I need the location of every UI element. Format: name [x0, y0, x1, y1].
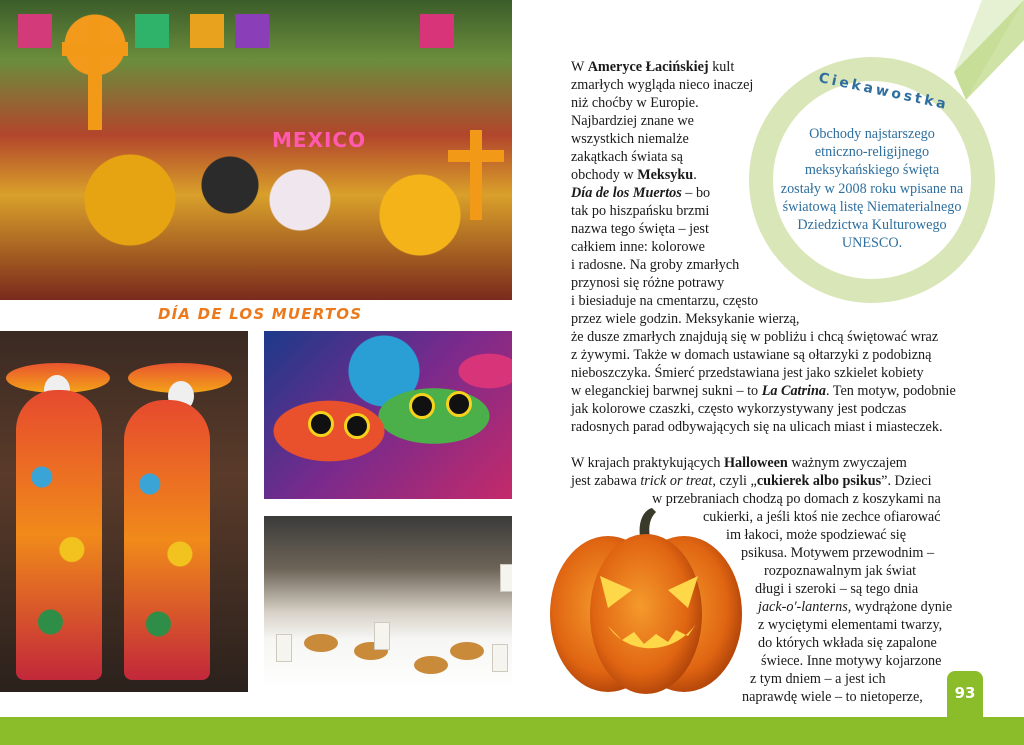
- text-line: w przebraniach chodzą po domach z koszykami na: [652, 491, 941, 507]
- text-line: im łakoci, może spodziewać się: [726, 527, 907, 543]
- fun-fact-line: Dziedzictwa Kulturowego: [797, 217, 947, 234]
- text-line: całkiem inne: kolorowe: [571, 239, 705, 255]
- fun-fact-line: meksykańskiego święta: [804, 162, 940, 179]
- text-line: i radosne. Na groby zmarłych: [571, 257, 740, 273]
- fun-fact-line: Obchody najstarszego: [809, 126, 935, 142]
- papel-picado-flag: [235, 14, 269, 48]
- pan-de-muerto: [414, 656, 448, 674]
- text-line: cukierki, a jeśli ktoś nie zechce ofiarować: [703, 509, 941, 525]
- text-line: Najbardziej znane we: [571, 113, 694, 129]
- glass: [500, 564, 512, 592]
- pan-de-muerto: [450, 642, 484, 660]
- fun-fact-line: zostały w 2008 roku wpisane na: [780, 180, 964, 197]
- text-line: nazwa tego święta – jest: [571, 221, 709, 237]
- photo-sugar-skulls: [264, 331, 512, 499]
- text-line: W krajach praktykujących Halloween ważnym zwyczajem: [571, 455, 907, 471]
- text-line: że dusze zmarłych znajdują się w pobliżu i chcą świętować wraz: [571, 329, 939, 345]
- skull-eye: [308, 411, 334, 437]
- photo-day-of-the-dead-altar: [0, 0, 512, 300]
- fun-fact-title: Ciekawostka: [817, 69, 951, 114]
- text-line: jack-o'-lanterns, wydrążone dynie: [758, 599, 953, 615]
- text-line: i biesiaduje na cmentarzu, często: [571, 293, 759, 309]
- glass: [276, 634, 292, 662]
- fun-fact-text: [770, 125, 974, 252]
- text-line: zakątkach świata są: [571, 149, 683, 165]
- fun-fact-line: światową listę Niematerialnego: [782, 198, 962, 215]
- text-line: z żywymi. Także w domach ustawiane są ołtarzyki z podobizną: [571, 347, 932, 363]
- papel-picado-flag: [190, 14, 224, 48]
- text-line: jest zabawa trick or treat, czyli „cukierek albo psikus”. Dzieci: [571, 473, 932, 489]
- text-line: w eleganckiej barwnej sukni – to La Catrina. Ten motyw, podobnie: [571, 383, 956, 399]
- skull-eye: [446, 391, 472, 417]
- pan-de-muerto: [304, 634, 338, 652]
- text-line: z wyciętymi elementami twarzy,: [758, 617, 943, 633]
- marigold-cross: [470, 130, 482, 220]
- text-line: Día de los Muertos – bo: [571, 185, 711, 201]
- text-line: świece. Inne motywy kojarzone: [761, 653, 942, 669]
- mexico-sign: MEXICO: [272, 128, 367, 152]
- text-line: z tym dniem – a jest ich: [750, 671, 886, 687]
- marigold-cross-bar: [448, 150, 504, 162]
- text-line: tak po hiszpańsku brzmi: [571, 203, 710, 219]
- catrina-figure: [16, 390, 102, 680]
- glass: [374, 622, 390, 650]
- footer-bar: [0, 717, 1024, 745]
- text-line: W Ameryce Łacińskiej kult: [571, 59, 735, 75]
- jack-o-lantern-image: [548, 506, 744, 696]
- text-line: do których wkłada się zapalone: [758, 635, 937, 651]
- text-line: jak kolorowe czaszki, często wykorzystywany jest podczas: [571, 401, 907, 417]
- skull-eye: [409, 393, 435, 419]
- photo-caption: DÍA DE LOS MUERTOS: [158, 305, 363, 323]
- text-line: przynosi się różne potrawy: [571, 275, 725, 291]
- glass: [492, 644, 508, 672]
- chapter-tab-decoration: [954, 0, 1024, 100]
- papel-picado-flag: [135, 14, 169, 48]
- marigold-cross: [88, 20, 102, 130]
- papel-picado-flag: [420, 14, 454, 48]
- text-line: radosnych parad odbywających się na ulicach miast i miasteczek.: [571, 419, 943, 435]
- text-line: niż choćby w Europie.: [571, 95, 699, 111]
- marigold-cross-bar: [62, 42, 128, 56]
- fun-fact-line: UNESCO.: [841, 235, 903, 252]
- text-line: przez wiele godzin. Meksykanie wierzą,: [571, 311, 800, 327]
- text-line: rozpoznawalnym jak świat: [764, 563, 917, 579]
- papel-picado-flag: [18, 14, 52, 48]
- catrina-figure: [124, 400, 210, 680]
- text-line: zmarłych wygląda nieco inaczej: [571, 77, 754, 93]
- text-line: nieboszczyka. Śmierć przedstawiana jest jako szkielet kobiety: [571, 365, 924, 381]
- text-line: naprawdę wiele – to nietoperze,: [742, 689, 923, 705]
- photo-la-catrina-figures: [0, 331, 248, 692]
- text-line: wszystkich niemalże: [571, 131, 689, 147]
- page-number: 93: [947, 671, 983, 717]
- skull-eye: [344, 413, 370, 439]
- text-line: obchody w Meksyku.: [571, 167, 697, 183]
- fun-fact-line: etniczno-religijnego: [814, 144, 930, 161]
- photo-ofrenda-table: [264, 516, 512, 692]
- text-line: długi i szeroki – są tego dnia: [755, 581, 919, 597]
- text-line: psikusa. Motywem przewodnim –: [741, 545, 935, 561]
